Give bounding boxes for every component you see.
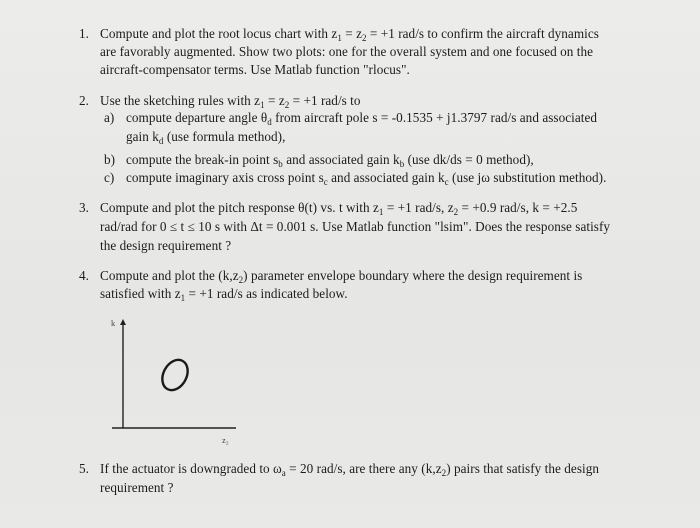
item-1-line-2 [100,43,593,60]
text-segment: and associated gain k [282,152,400,167]
text-segment: requirement ? [100,480,174,495]
text-segment: aircraft-compensator terms. Use Matlab function "rlocus". [100,62,410,77]
text-segment: Compute and plot the (k,z [100,268,239,283]
item-4-line-2 [100,285,348,307]
item-3-line-2 [100,218,610,235]
subscript: 1 [260,100,265,110]
subscript: 1 [337,33,342,43]
text-segment: = 20 rad/s, are there any (k,z [285,461,442,476]
subscript: c [323,177,328,187]
subscript: 2 [361,33,367,43]
text-segment: = z [341,26,362,41]
item-3-line-3 [100,237,231,254]
subscript: 2 [441,468,447,478]
text-segment: = +0.9 rad/s, k = +2.5 [458,200,578,215]
text-segment: satisfied with z [100,286,181,301]
text-segment: If the actuator is downgraded to ω [100,461,282,476]
text-segment: and associated gain k [327,170,445,185]
text-segment: from aircraft pole s = -0.1535 + j1.3797 rad/s and associated [271,110,598,125]
text-segment: the design requirement ? [100,238,232,253]
subscript: 2 [453,207,459,217]
subscript: d [267,117,272,127]
item-number: 3. [79,200,89,215]
text-segment: ) parameter envelope boundary where the design requirement is [243,268,583,283]
subitem-letter: a) [104,110,115,125]
text-segment: Compute and plot the pitch response θ(t) vs. t with z [100,200,379,215]
subscript: a [281,468,286,478]
item-number: 5. [79,461,89,476]
x-axis-label: z₂ [222,435,229,445]
subitem-letter: c) [104,170,115,185]
subitem-letter: b) [104,152,115,167]
y-axis-label: k [111,318,116,328]
subscript: 2 [238,275,244,285]
subitem-a-line-2 [126,128,285,150]
subscript: 1 [180,293,186,303]
text-segment: (use formula method), [163,129,286,144]
text-segment: compute imaginary axis cross point s [126,170,324,185]
text-segment: compute departure angle θ [126,110,268,125]
item-1-line-3 [100,61,410,78]
subscript: d [158,136,164,146]
envelope-sketch [104,315,244,455]
text-segment: compute the break-in point s [126,152,279,167]
item-number: 2. [79,93,89,108]
text-segment: Use the sketching rules with z [100,93,261,108]
subscript: 2 [284,100,290,110]
text-segment: (use jω substitution method). [448,170,607,185]
text-segment: = +1 rad/s to confirm the aircraft dynamics [366,26,599,41]
envelope-boundary [157,355,192,394]
text-segment: rad/rad for 0 ≤ t ≤ 10 s with Δt = 0.001 s. Use Matlab function "lsim". Does the response satisfy [100,219,611,234]
item-5-line-2 [100,479,174,496]
text-segment: (use dk/ds = 0 method), [404,152,534,167]
subscript: c [444,177,449,187]
text-segment: are favorably augmented. Show two plots: one for the overall system and one focused on the [100,44,594,59]
text-segment: gain k [126,129,159,144]
item-5-line-1 [100,460,599,482]
text-segment: = +1 rad/s, z [383,200,454,215]
text-segment: Compute and plot the root locus chart with z [100,26,338,41]
text-segment: = +1 rad/s to [289,93,361,108]
text-segment: = z [264,93,285,108]
text-segment: = +1 rad/s as indicated below. [185,286,348,301]
subscript: b [399,159,405,169]
item-number: 1. [79,26,89,41]
y-axis-arrow [120,319,126,325]
subscript: 1 [378,207,384,217]
item-number: 4. [79,268,89,283]
text-segment: ) pairs that satisfy the design [446,461,600,476]
subscript: b [278,159,283,169]
subitem-c-line-1 [126,169,606,191]
